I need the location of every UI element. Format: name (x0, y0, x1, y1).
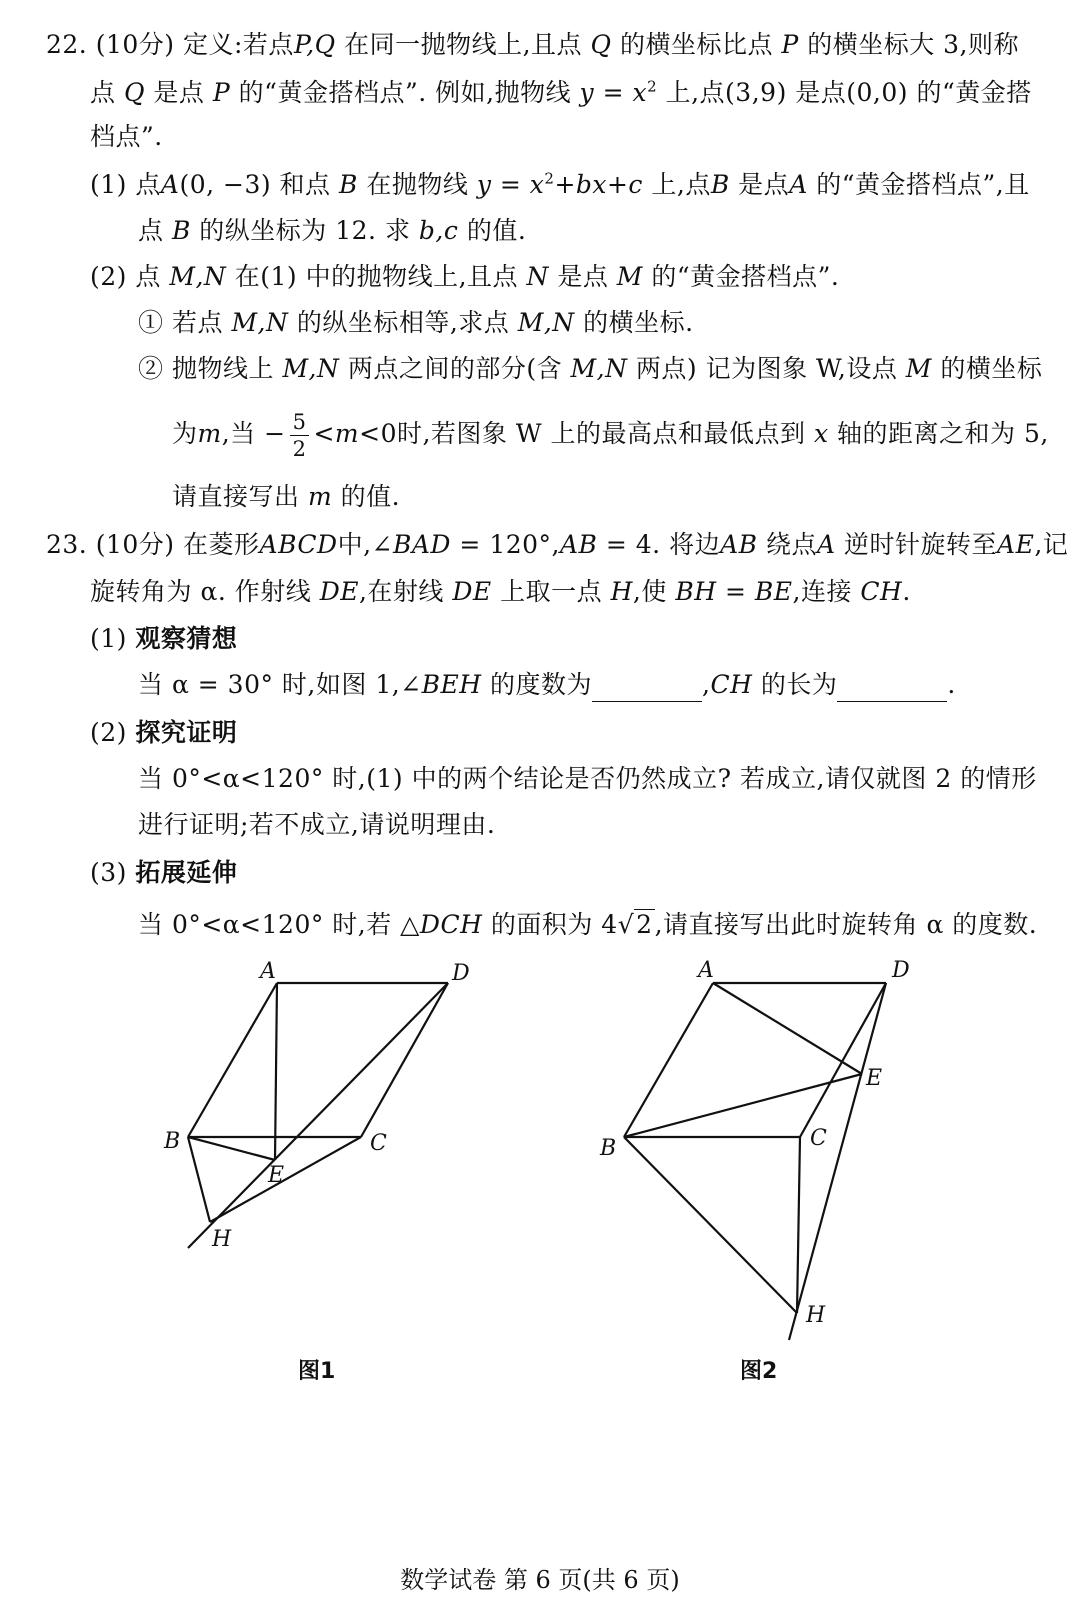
page-footer: 数学试卷 第 6 页(共 6 页) (400, 1566, 680, 1594)
q23-part3-heading: (3) 拓展延伸 (90, 858, 238, 887)
answer-blank (837, 677, 947, 702)
q22-sub1: ① 若点 M,N 的纵坐标相等,求点 M,N 的横坐标. (138, 308, 694, 337)
q22-part1-line2: 点 B 的纵坐标为 12. 求 b,c 的值. (138, 216, 527, 245)
fig1-label-e: E (268, 1163, 285, 1188)
q22-part2-line: (2) 点 M,N 在(1) 中的抛物线上,且点 N 是点 M 的“黄金搭档点”. (90, 262, 840, 291)
fig2-label-e: E (866, 1066, 883, 1091)
fig2-label-c: C (810, 1126, 827, 1151)
fig1-label-h: H (212, 1227, 232, 1252)
fig1-label-c: C (370, 1131, 387, 1156)
q23-line2: 旋转角为 α. 作射线 DE,在射线 DE 上取一点 H,使 BH = BE,连接 CH. (90, 577, 911, 606)
q22-part1-line1: (1) 点A(0, −3) 和点 B 在抛物线 $y = x^2+bx+c$ 上,点B 是点A 的“黄金搭档点”,且 (90, 169, 1030, 199)
q23-line1: 23. (10分) 在菱形ABCD中,∠BAD = 120°,AB = 4. 将边AB 绕点A 逆时针旋转至AE,记 (46, 530, 1069, 559)
question-number: 23. (46, 530, 88, 559)
fraction: $\frac{5}{2}$ (290, 409, 310, 462)
q22-intro-line1: 22. (10分) 定义:若点P,Q 在同一抛物线上,且点 Q 的横坐标比点 P 的横坐标大 3,则称 (46, 30, 1020, 59)
q23-part2-heading: (2) 探究证明 (90, 718, 238, 747)
fig1-label-d: D (452, 961, 470, 986)
fig2-label-d: D (892, 958, 910, 983)
q23-part3-text: 当 0°<α<120° 时,若 △DCH 的面积为 4√2,请直接写出此时旋转角 α 的度数. (138, 910, 1038, 939)
fig1-label-a: A (260, 959, 276, 984)
q23-part2-line2: 进行证明;若不成立,请说明理由. (138, 810, 496, 839)
fig2-label-h: H (806, 1303, 826, 1328)
figure-1-caption: 图1 (298, 1359, 336, 1384)
q22-intro-line3: 档点”. (90, 122, 163, 151)
figure-2-caption: 图2 (740, 1359, 778, 1384)
q22-sub2-line3: 请直接写出 m 的值. (172, 482, 401, 511)
q23-part1-text: 当 α = 30° 时,如图 1,∠BEH 的度数为 ,CH 的长为 . (138, 668, 956, 702)
answer-blank (592, 677, 702, 702)
fig2-label-b: B (600, 1136, 617, 1161)
q22-sub2-line1: ② 抛物线上 M,N 两点之间的部分(含 M,N 两点) 记为图象 W,设点 M 的横坐标 (138, 354, 1043, 383)
q22-intro-line2: 点 Q 是点 P 的“黄金搭档点”. 例如,抛物线 $y = x^2$ 上,点(3,9) 是点(0,0) 的“黄金搭 (90, 77, 1032, 107)
q22-sub2-line2: 为m,当 − $\frac{5}{2}$ <m<0时,若图象 W 上的最高点和最低点到 x 轴的距离之和为 5, (172, 410, 1049, 461)
q23-part2-line1: 当 0°<α<120° 时,(1) 中的两个结论是否仍然成立? 若成立,请仅就图 2 的情形 (138, 764, 1037, 793)
q23-part1-heading: (1) 观察猜想 (90, 624, 238, 653)
fig2-label-a: A (698, 958, 714, 983)
question-number: 22. (46, 30, 88, 59)
fig1-label-b: B (164, 1129, 181, 1154)
